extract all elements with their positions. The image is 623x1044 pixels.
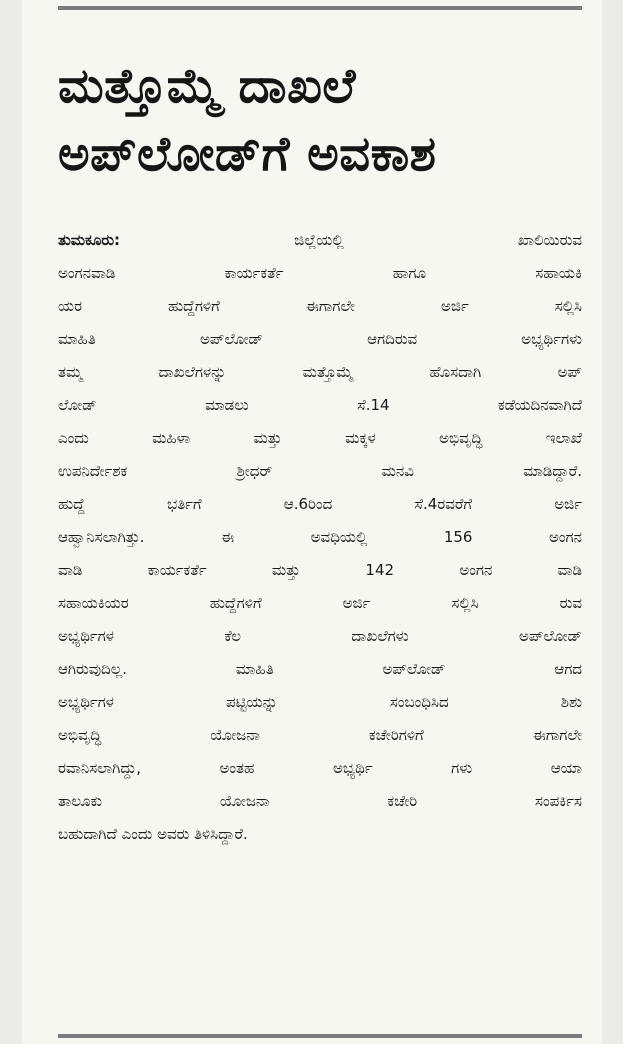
article-line-19: ಬಹುದಾಗಿದೆ ಎಂದು ಅವರು ತಿಳಿಸಿದ್ದಾರೆ. (58, 825, 248, 843)
article-line-8: ಉಪನಿರ್ದೇಶಕ ಶ್ರೀಧರ್ ಮನವಿ ಮಾಡಿದ್ದಾರೆ. (58, 462, 582, 480)
article-line-12: ಸಹಾಯಕಿಯರ ಹುದ್ದೆಗಳಿಗೆ ಅರ್ಜಿ ಸಲ್ಲಿಸಿ ರುವ (58, 594, 582, 612)
headline (58, 52, 582, 188)
article-line-14: ಆಗಿರುವುದಿಲ್ಲ. ಮಾಹಿತಿ ಅಪ್‌ಲೋಡ್ ಆಗದ (58, 660, 582, 678)
article-line-15: ಅಭ್ಯರ್ಥಿಗಳ ಪಟ್ಟಿಯನ್ನು ಸಂಬಂಧಿಸಿದ ಶಿಶು (58, 693, 582, 711)
article-line-1 (58, 224, 582, 257)
article-line-16: ಅಭಿವೃದ್ಧಿ ಯೋಜನಾ ಕಚೇರಿಗಳಿಗೆ ಈಗಾಗಲೇ (58, 726, 582, 744)
article-line-9: ಹುದ್ದೆ ಭರ್ತಿಗೆ ಆ.6ರಿಂದ ಸೆ.4ರವರೆಗೆ ಅರ್ಜಿ (58, 495, 582, 513)
article-line-13: ಅಭ್ಯರ್ಥಿಗಳ ಕೆಲ ದಾಖಲೆಗಳು ಅಪ್‌ಲೋಡ್ (58, 627, 582, 645)
top-rule (58, 6, 582, 10)
article-line-10: ಆಹ್ವಾನಿಸಲಾಗಿತ್ತು. ಈ ಅವಧಿಯಲ್ಲಿ 156 ಅಂಗನ (58, 528, 582, 546)
article-line-6: ಲೋಡ್ ಮಾಡಲು ಸೆ.14 ಕಡೆಯದಿನವಾಗಿದೆ (58, 396, 582, 414)
article-line-5: ತಮ್ಮ ದಾಖಲೆಗಳನ್ನು ಮತ್ತೊಮ್ಮೆ ಹೊಸದಾಗಿ ಅಪ್ (58, 363, 582, 381)
article-line-18: ತಾಲೂಕು ಯೋಜನಾ ಕಚೇರಿ ಸಂಪರ್ಕಿಸ (58, 792, 582, 810)
article-line-4: ಮಾಹಿತಿ ಅಪ್‌ಲೋಡ್ ಆಗದಿರುವ ಅಭ್ಯರ್ಥಿಗಳು (58, 330, 582, 348)
article-line-2: ಅಂಗನವಾಡಿ ಕಾರ್ಯಕರ್ತೆ ಹಾಗೂ ಸಹಾಯಕಿ (58, 264, 582, 282)
bottom-rule (58, 1034, 582, 1038)
article-line-17: ರವಾನಿಸಲಾಗಿದ್ದು, ಅಂತಹ ಅಭ್ಯರ್ಥಿ ಗಳು ಆಯಾ (58, 759, 582, 777)
article-body (58, 224, 582, 1014)
article-line-1-text: ಜಿಲ್ಲೆಯಲ್ಲಿ ಖಾಲಿಯಿರುವ (294, 231, 582, 249)
article-line-11: ವಾಡಿ ಕಾರ್ಯಕರ್ತೆ ಮತ್ತು 142 ಅಂಗನ ವಾಡಿ (58, 561, 582, 579)
headline-line-1: ಮತ್ತೊಮ್ಮೆ ದಾಖಲೆ (58, 58, 356, 114)
article-line-3: ಯರ ಹುದ್ದೆಗಳಿಗೆ ಈಗಾಗಲೇ ಅರ್ಜಿ ಸಲ್ಲಿಸಿ (58, 297, 582, 315)
headline-line-2: ಅಪ್‌ಲೋಡ್‌ಗೆ ಅವಕಾಶ (58, 126, 437, 182)
dateline: ತುಮಕೂರು: (58, 231, 121, 249)
article-line-7: ಎಂದು ಮಹಿಳಾ ಮತ್ತು ಮಕ್ಕಳ ಅಭಿವೃದ್ಧಿ ಇಲಾಖೆ (58, 429, 582, 447)
